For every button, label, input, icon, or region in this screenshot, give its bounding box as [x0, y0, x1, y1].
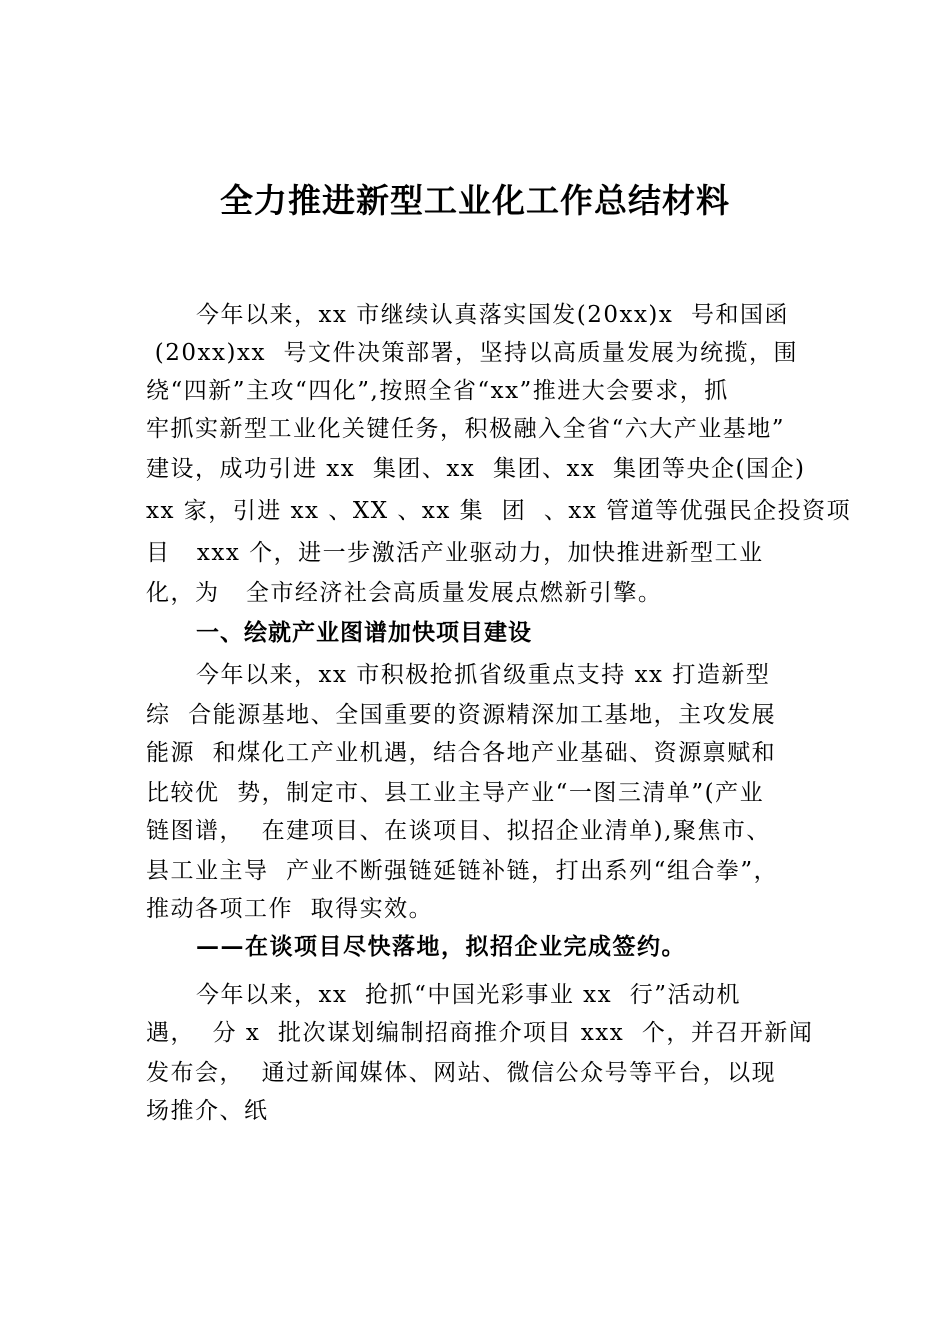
- paragraph-2-line-6: 县工业主导 产业不断强链延链补链，打出系列“组合拳”，: [146, 858, 779, 884]
- paragraph-2-line-4: 比较优 势，制定市、县工业主导产业“一图三清单”(产业: [146, 780, 765, 806]
- section-heading-1: 一、绘就产业图谱加快项目建设: [196, 620, 532, 646]
- paragraph-3-line-3: 发布会， 通过新闻媒体、网站、微信公众号等平台，以现: [146, 1060, 777, 1086]
- paragraph-3-line-4: 场推介、纸: [146, 1098, 269, 1124]
- paragraph-2-line-2: 综 合能源基地、全国重要的资源精深加工基地，主攻发展: [146, 702, 777, 728]
- subsection-heading-1: ——在谈项目尽快落地，拟招企业完成签约。: [196, 933, 686, 960]
- paragraph-1-line-2: (20xx)xx 号文件决策部署，坚持以高质量发展为统揽，围: [146, 340, 799, 366]
- paragraph-1-line-7: 目 xxx 个，进一步激活产业驱动力，加快推进新型工业: [146, 540, 764, 566]
- paragraph-2-line-7: 推动各项工作 取得实效。: [146, 896, 434, 922]
- paragraph-1-line-5: 建设，成功引进 xx 集团、xx 集团、xx 集团等央企(国企): [146, 456, 806, 482]
- paragraph-1-line-3: 绕“四新”主攻“四化”,按照全省“xx”推进大会要求，抓: [146, 378, 729, 404]
- paragraph-3-line-1: 今年以来，xx 抢抓“中国光彩事业 xx 行”活动机: [196, 982, 741, 1008]
- paragraph-2-line-1: 今年以来，xx 市积极抢抓省级重点支持 xx 打造新型: [196, 662, 771, 688]
- document-title: 全力推进新型工业化工作总结材料: [220, 181, 730, 220]
- paragraph-1-line-1: 今年以来，xx 市继续认真落实国发(20xx)x 号和国函: [196, 302, 790, 328]
- paragraph-3-line-2: 遇， 分 x 批次谋划编制招商推介项目 xxx 个，并召开新闻: [146, 1020, 814, 1046]
- paragraph-1-line-8: 化，为 全市经济社会高质量发展点燃新引擎。: [146, 580, 663, 606]
- paragraph-2-line-5: 链图谱， 在建项目、在谈项目、拟招企业清单),聚焦市、: [146, 818, 771, 844]
- paragraph-1-line-6: xx 家，引进 xx 、XX 、xx 集 团 、xx 管道等优强民企投资项: [146, 498, 852, 524]
- paragraph-2-line-3: 能源 和煤化工产业机遇，结合各地产业基础、资源禀赋和: [146, 740, 777, 766]
- paragraph-1-line-4: 牢抓实新型工业化关键任务，积极融入全省“六大产业基地”: [146, 416, 786, 442]
